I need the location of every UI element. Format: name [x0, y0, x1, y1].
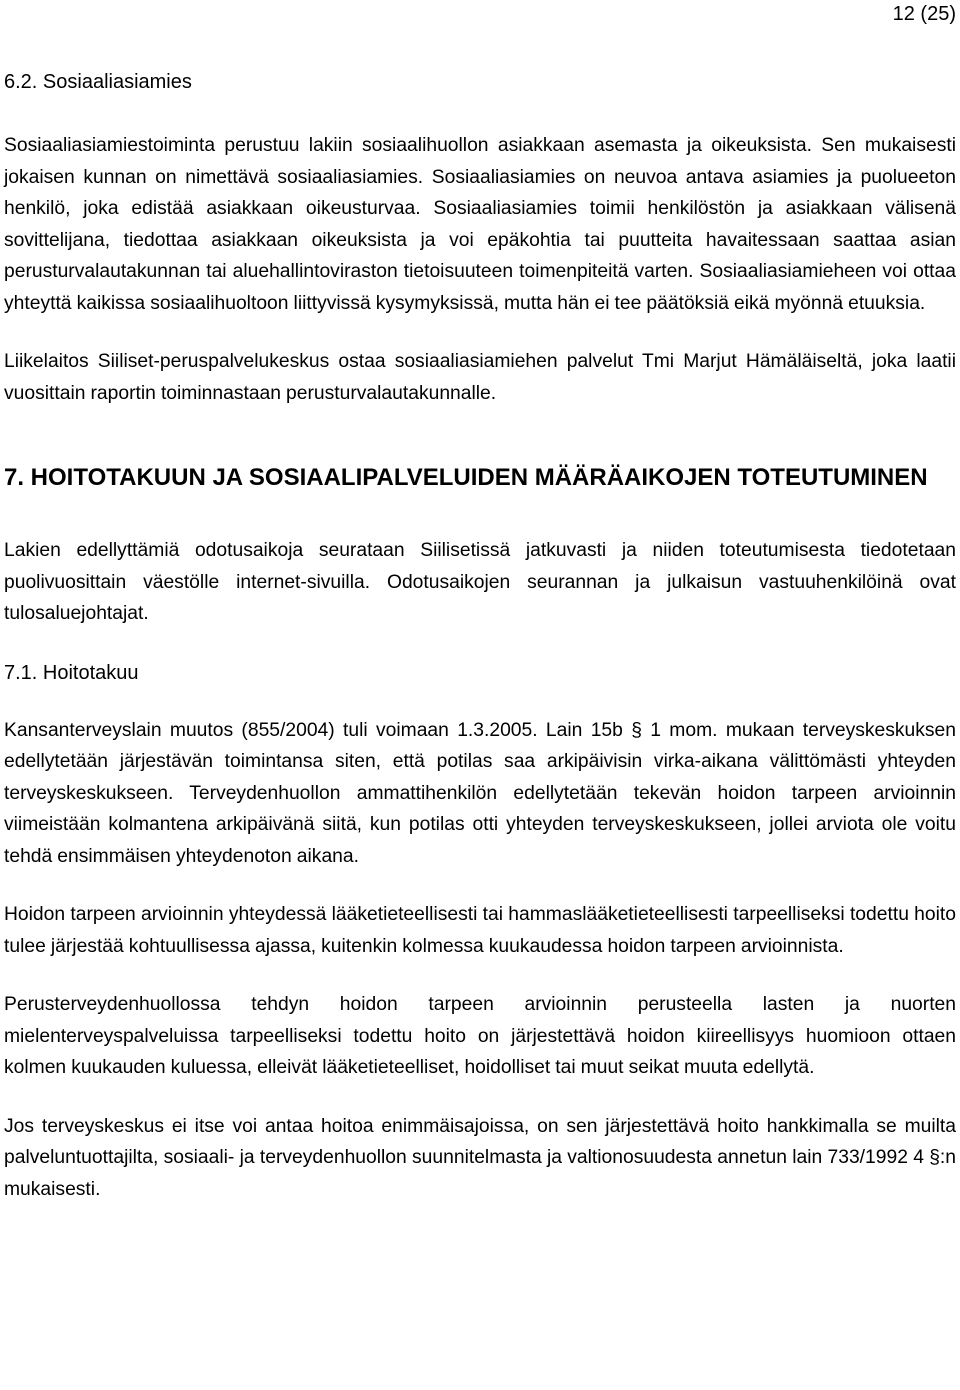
section-6-2-heading: 6.2. Sosiaaliasiamies — [4, 71, 192, 93]
section-7-1-heading: 7.1. Hoitotakuu — [4, 661, 139, 684]
section-6-2-paragraph-1: Sosiaaliasiamiestoiminta perustuu lakiin sosiaalihuollon asiakkaan asemasta ja oikeuksista. Sen mukaisesti jokaisen kunnan on nimettävä sosiaaliasiamies. Sosiaaliasiamies on neuvoa antava asiamies ja puolueeton henkilö, joka edistää asiakkaan oikeusturvaa. Sosiaaliasiamies toimii henkilöstön ja asiakkaan välisenä sovittelijana, tiedottaa asiakkaan oikeuksista ja voi epäkohtia tai puutteita havaitessaan saattaa asian perusturvalautakunnan tai aluehallintoviraston tietoisuuteen toimenpiteitä varten. Sosiaaliasiamieheen voi ottaa yhteyttä kaikissa sosiaalihuoltoon liittyvissä kysymyksissä, mutta hän ei tee päätöksiä eikä myönnä etuuksia. — [4, 135, 956, 314]
section-7-heading: 7. HOITOTAKUUN JA SOSIAALIPALVELUIDEN MÄÄRÄAIKOJEN TOTEUTUMINEN — [4, 464, 928, 491]
section-7-paragraph: Lakien edellyttämiä odotusaikoja seurataan Siilisetissä jatkuvasti ja niiden toteutumisesta tiedotetaan puolivuosittain väestölle internet-sivuilla. Odotusaikojen seurannan ja julkaisun vastuuhenkilöinä ovat tulosaluejohtajat. — [4, 540, 956, 624]
section-7-1-paragraph-3: Perusterveydenhuollossa tehdyn hoidon tarpeen arvioinnin perusteella lasten ja nuorten mielenterveyspalveluissa tarpeelliseksi todettu hoito on järjestettävä hoidon kiireellisyys huomioon ottaen kolmen kuukauden kuluessa, elleivät lääketieteelliset, hoidolliset tai muut seikat muuta edellytä. — [4, 994, 956, 1078]
page-number: 12 (25) — [892, 3, 956, 25]
section-6-2-paragraph-2: Liikelaitos Siiliset-peruspalvelukeskus ostaa sosiaaliasiamiehen palvelut Tmi Marjut Hämäläiseltä, joka laatii vuosittain raportin toiminnastaan perusturvalautakunnalle. — [4, 351, 956, 404]
section-7-1-paragraph-1: Kansanterveyslain muutos (855/2004) tuli voimaan 1.3.2005. Lain 15b § 1 mom. mukaan terveyskeskuksen edellytetään järjestävän toimintansa siten, että potilas saa arkipäivisin virka-aikana välittömästi yhteyden terveyskeskukseen. Terveydenhuollon ammattihenkilön edellytetään tekevän hoidon tarpeen arvioinnin viimeistään kolmantena arkipäivänä siitä, kun potilas otti yhteyden terveyskeskukseen, jollei arviota ole voitu tehdä ensimmäisen yhteydenoton aikana. — [4, 719, 956, 867]
section-7-1-paragraph-4: Jos terveyskeskus ei itse voi antaa hoitoa enimmäisajoissa, on sen järjestettävä hoito hankkimalla se muilta palveluntuottajilta, sosiaali- ja terveydenhuollon suunnitelmasta ja valtionosuudesta annetun lain 733/1992 4 §:n mukaisesti. — [4, 1115, 956, 1200]
section-7-1-paragraph-2: Hoidon tarpeen arvioinnin yhteydessä lääketieteellisesti tai hammaslääketieteellisesti tarpeelliseksi todettu hoito tulee järjestää kohtuullisessa ajassa, kuitenkin kolmessa kuukaudessa hoidon tarpeen arvioinnista. — [4, 904, 956, 957]
page-content — [4, 66, 956, 1205]
